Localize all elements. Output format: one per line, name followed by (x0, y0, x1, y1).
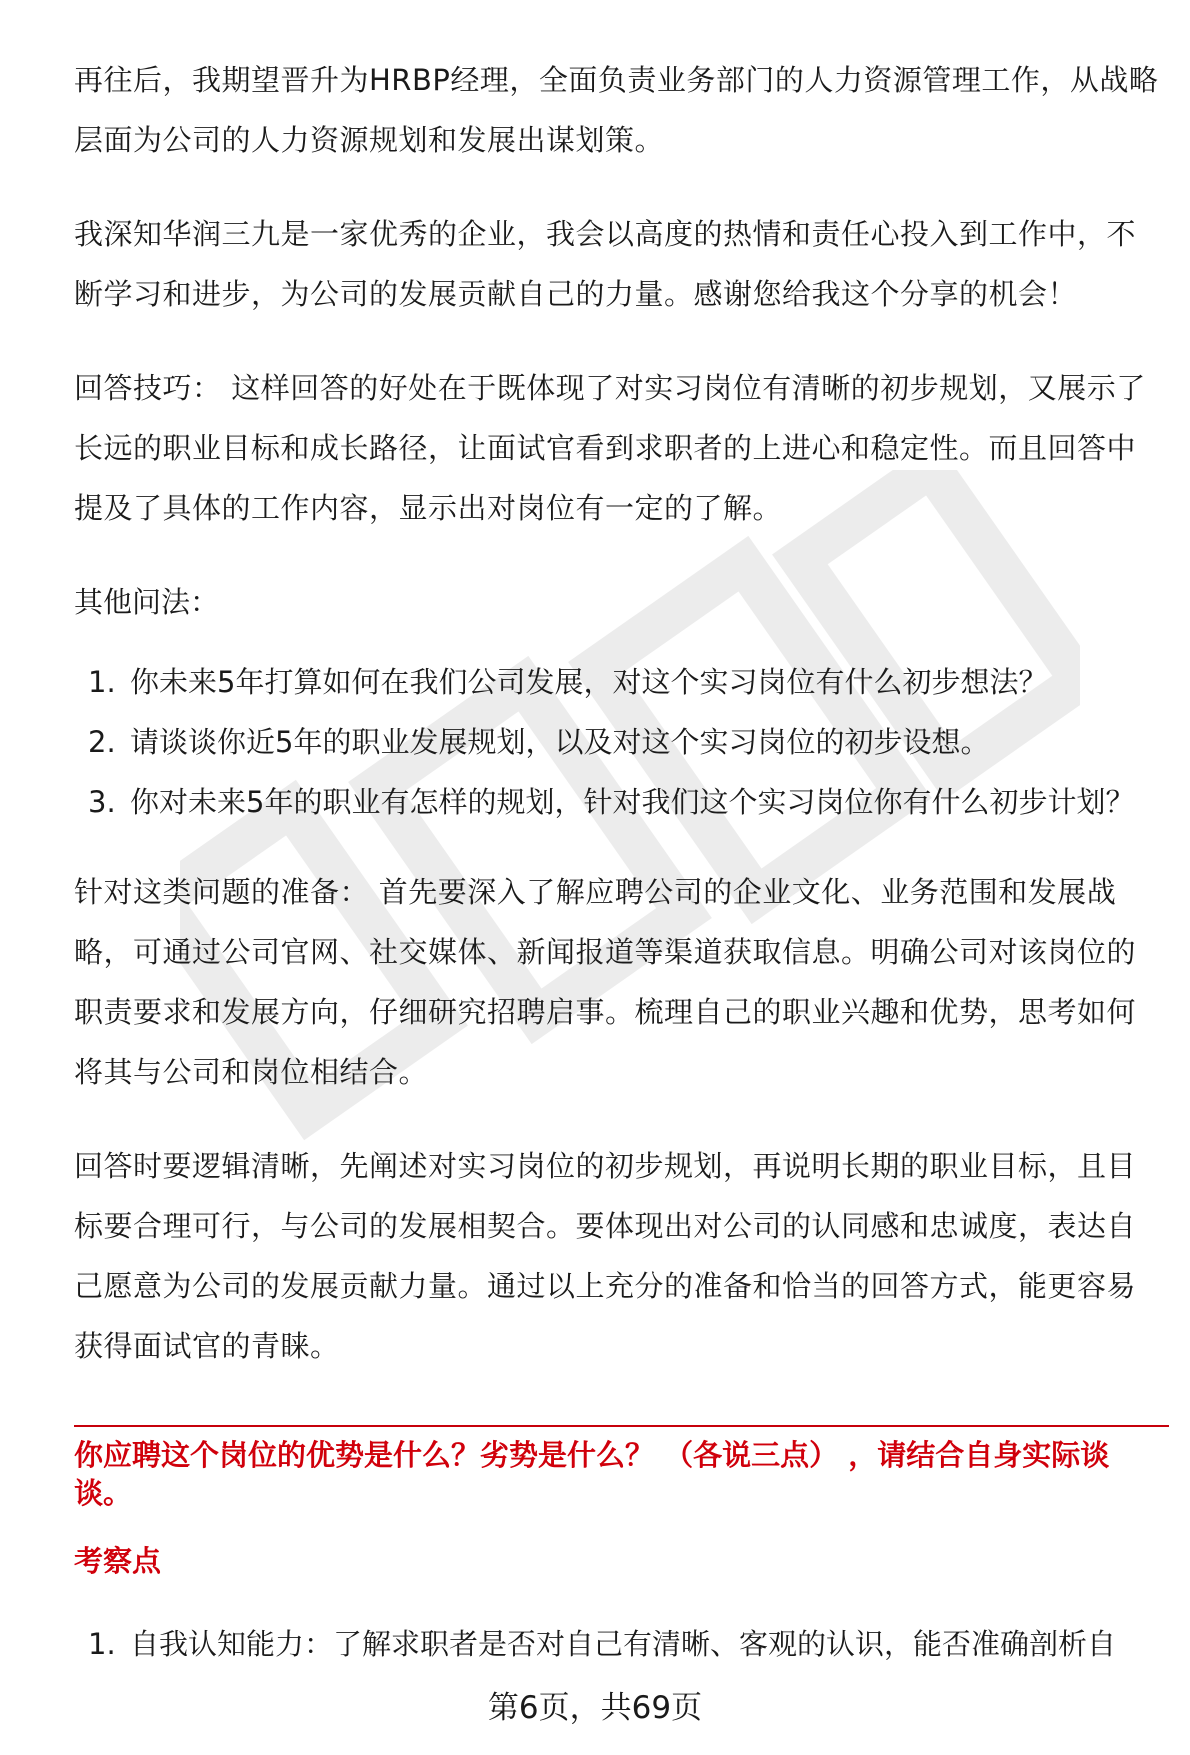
list-text: 自我认知能力：了解求职者是否对自己有清晰、客观的认识，能否准确剖析自 (130, 1627, 1117, 1661)
assessment-point-item (88, 1614, 1168, 1674)
list-text: 你未来5年打算如何在我们公司发展，对这个实习岗位有什么初步想法？ (130, 665, 1048, 699)
list-text: 请谈谈你近5年的职业发展规划，以及对这个实习岗位的初步设想。 (130, 725, 990, 759)
paragraph-closing: 我深知华润三九是一家优秀的企业，我会以高度的热情和责任心投入到工作中，不断学习和进步，为公司的发展贡献自己的力量。感谢您给我这个分享的机会！ (74, 217, 1137, 311)
list-number: 2. (88, 725, 116, 759)
paragraph-preparation: 针对这类问题的准备： 首先要深入了解应聘公司的企业文化、业务范围和发展战略，可通过公司官网、社交媒体、新闻报道等渠道获取信息。明确公司对该岗位的职责要求和发展方向，仔细研究招聘启事。梳理自己的职业兴趣和优势，思考如何将其与公司和岗位相结合。 (74, 875, 1137, 1089)
main-content (74, 50, 1164, 1410)
section-divider (74, 1425, 1169, 1427)
list-number: 3. (88, 785, 116, 819)
list-item (88, 652, 1164, 712)
other-questions-list (74, 652, 1164, 832)
page-number: 第6页，共69页 (487, 1690, 703, 1726)
assessment-points-heading: 考察点 (74, 1544, 162, 1578)
paragraph-career-goal: 再往后，我期望晋升为HRBP经理，全面负责业务部门的人力资源管理工作，从战略层面为公司的人力资源规划和发展出谋划策。 (74, 63, 1159, 157)
question-heading: 你应聘这个岗位的优势是什么？劣势是什么？ （各说三点） ，请结合自身实际谈谈。 (74, 1438, 1110, 1510)
list-number: 1. (88, 665, 116, 699)
list-number: 1. (88, 1627, 116, 1661)
list-item (88, 772, 1164, 832)
list-text: 你对未来5年的职业有怎样的规划，针对我们这个实习岗位你有什么初步计划？ (130, 785, 1135, 819)
paragraph-answer-tips: 回答技巧： 这样回答的好处在于既体现了对实习岗位有清晰的初步规划，又展示了长远的职业目标和成长路径，让面试官看到求职者的上进心和稳定性。而且回答中提及了具体的工作内容，显示出对岗位有一定的了解。 (74, 371, 1146, 525)
other-questions-label: 其他问法： (74, 585, 220, 619)
list-item (88, 712, 1164, 772)
paragraph-answer-logic: 回答时要逻辑清晰，先阐述对实习岗位的初步规划，再说明长期的职业目标，且目标要合理可行，与公司的发展相契合。要体现出对公司的认同感和忠诚度，表达自己愿意为公司的发展贡献力量。通过以上充分的准备和恰当的回答方式，能更容易获得面试官的青睐。 (74, 1149, 1137, 1363)
